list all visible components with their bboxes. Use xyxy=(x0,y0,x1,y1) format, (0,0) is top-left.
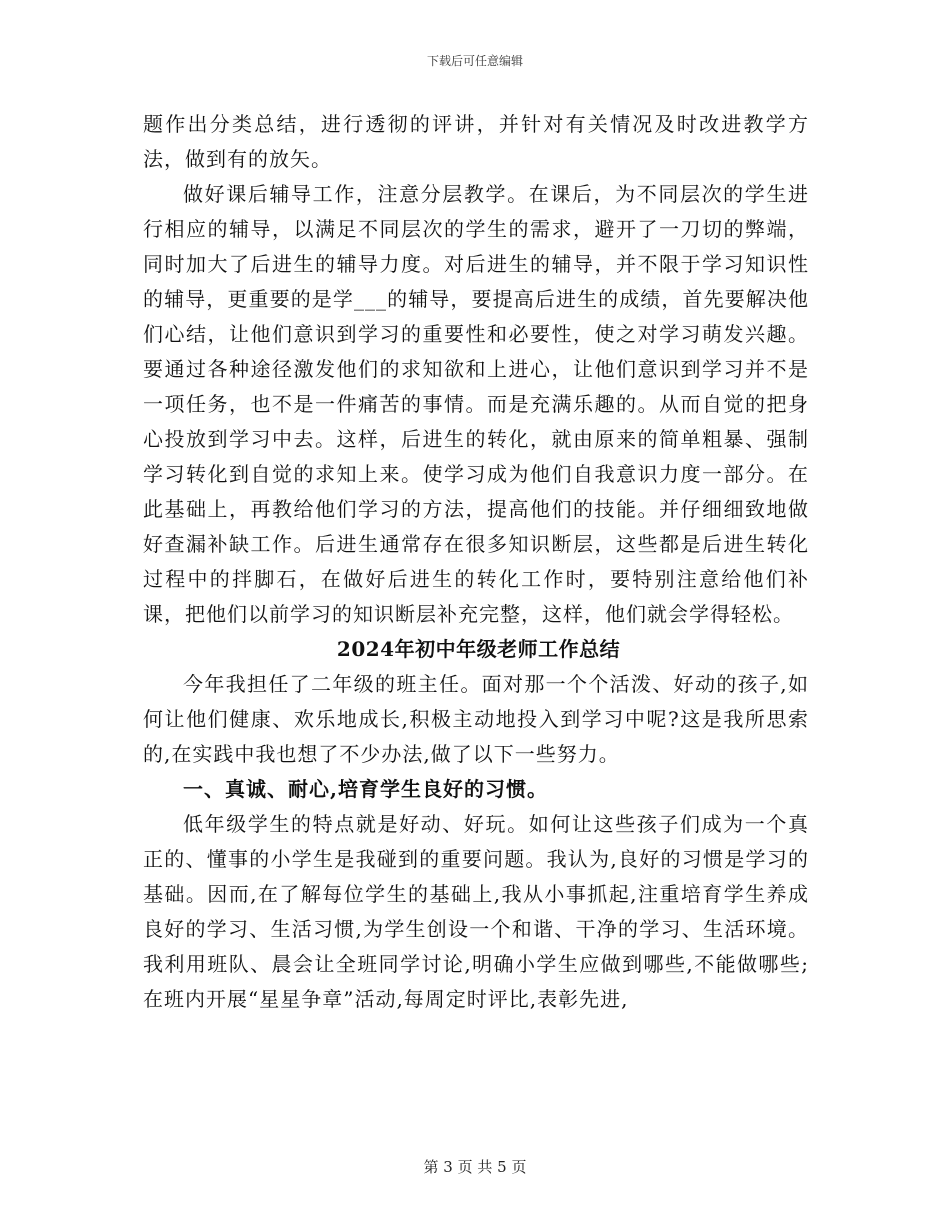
paragraph-tutoring: 做好课后辅导工作，注意分层教学。在课后，为不同层次的学生进行相应的辅导，以满足不同层次的学生的需求，避开了一刀切的弊端，同时加大了后进生的辅导力度。对后进生的辅导，并不限于学习知识性的辅导，更重要的是学___的辅导，要提高后进生的成绩，首先要解决他们心结，让他们意识到学习的重要性和必要性，使之对学习萌发兴趣。要通过各种途径激发他们的求知欲和上进心，让他们意识到学习并不是一项任务，也不是一件痛苦的事情。而是充满乐趣的。从而自觉的把身心投放到学习中去。这样，后进生的转化，就由原来的简单粗暴、强制学习转化到自觉的求知上来。使学习成为他们自我意识力度一部分。在此基础上，再教给他们学习的方法，提高他们的技能。并仔细细致地做好查漏补缺工作。后进生通常存在很多知识断层，这些都是后进生转化过程中的拌脚石，在做好后进生的转化工作时，要特别注意给他们补课，把他们以前学习的知识断层补充完整，这样，他们就会学得轻松。 xyxy=(143,182,809,626)
paragraph-habits: 低年级学生的特点就是好动、好玩。如何让这些孩子们成为一个真正的、懂事的小学生是我碰到的重要问题。我认为,良好的习惯是学习的基础。因而,在了解每位学生的基础上,我从小事抓起,注重培育学生养成良好的学习、生活习惯,为学生创设一个和谐、干净的学习、生活环境。我利用班队、晨会让全班同学讨论,明确小学生应做到哪些,不能做哪些;在班内开展“星星争章”活动,每周定时评比,表彰先进, xyxy=(143,812,809,1011)
paragraph-intro: 今年我担任了二年级的班主任。面对那一个个活泼、好动的孩子,如何让他们健康、欢乐地成长,积极主动地投入到学习中呢?这是我所思索的,在实践中我也想了不少办法,做了以下一些努力。 xyxy=(143,672,809,766)
paragraph-continued: 题作出分类总结，进行透彻的评讲，并针对有关情况及时改进教学方法，做到有的放矢。 xyxy=(143,112,809,171)
document-body xyxy=(143,107,809,1017)
section-title: 2024年初中年级老师工作总结 xyxy=(336,637,621,661)
page-header-note: 下载后可任意编辑 xyxy=(426,54,523,68)
page-number-footer: 第 3 页 共 5 页 xyxy=(423,1158,527,1176)
subheading-habits: 一、真诚、耐心,培育学生良好的习惯。 xyxy=(183,777,548,801)
